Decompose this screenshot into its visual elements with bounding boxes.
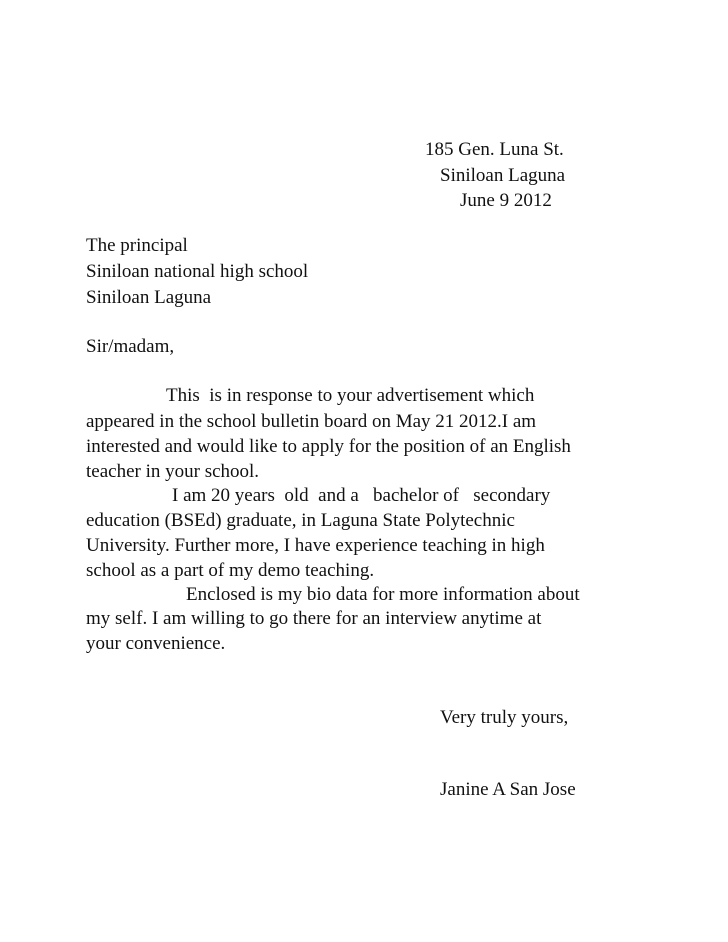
- body-line: education (BSEd) graduate, in Laguna State Polytechnic: [86, 510, 515, 531]
- recipient-city: Siniloan Laguna: [86, 287, 212, 308]
- body-line: interested and would like to apply for the position of an English: [86, 436, 571, 457]
- signature-name: Janine A San Jose: [440, 779, 576, 800]
- body-line: appeared in the school bulletin board on May 21 2012.I am: [86, 411, 537, 432]
- salutation: Sir/madam,: [86, 336, 175, 357]
- body-line: my self. I am willing to go there for an interview anytime at: [86, 608, 542, 629]
- sender-street: 185 Gen. Luna St.: [425, 139, 564, 160]
- body-line: Enclosed is my bio data for more information about: [186, 584, 580, 605]
- body-line: your convenience.: [86, 633, 226, 654]
- recipient-school: Siniloan national high school: [86, 261, 309, 282]
- body-line: University. Further more, I have experience teaching in high: [86, 535, 545, 556]
- closing: Very truly yours,: [440, 707, 569, 728]
- body-line: I am 20 years old and a bachelor of secondary: [172, 485, 551, 506]
- body-line: teacher in your school.: [86, 461, 260, 482]
- body-line: This is in response to your advertisement which: [166, 385, 535, 406]
- body-line: school as a part of my demo teaching.: [86, 560, 375, 581]
- recipient-title: The principal: [86, 235, 188, 256]
- sender-city: Siniloan Laguna: [440, 165, 566, 186]
- letter-date: June 9 2012: [460, 190, 552, 211]
